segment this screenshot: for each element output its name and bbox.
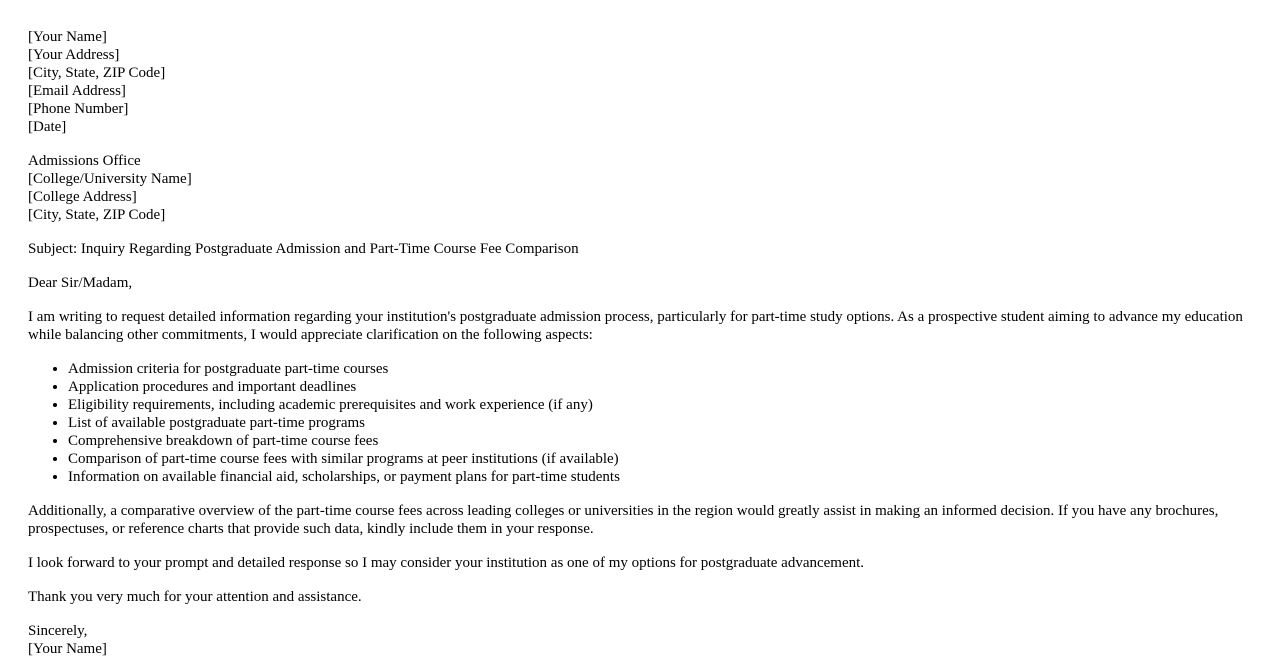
subject-line: Subject: Inquiry Regarding Postgraduate Admission and Part-Time Course Fee Comparison [28,241,579,257]
sender-phone: [Phone Number] [28,101,129,117]
closing-paragraph: I look forward to your prompt and detailed response so I may consider your institution as one of my options for postgraduate advancement. [28,555,865,571]
salutation: Dear Sir/Madam, [28,275,133,291]
list-item: • List of available postgraduate part-time programs [68,414,1250,432]
thanks-paragraph: Thank you very much for your attention and assistance. [28,589,362,605]
signature-name: [Your Name] [28,641,107,657]
sender-block [28,28,1250,136]
sender-email: [Email Address] [28,83,126,99]
signoff-block [28,622,1250,658]
list-item: • Application procedures and important deadlines [68,378,1250,396]
list-item: • Comparison of part-time course fees with similar programs at peer institutions (if available) [68,450,1250,468]
inquiry-list [28,360,1250,486]
sender-name: [Your Name] [28,29,107,45]
signoff: Sincerely, [28,623,88,639]
list-item: • Comprehensive breakdown of part-time course fees [68,432,1250,450]
recipient-block [28,152,1250,224]
sender-address: [Your Address] [28,47,120,63]
recipient-office: Admissions Office [28,153,141,169]
list-item: • Eligibility requirements, including academic prerequisites and work experience (if any) [68,396,1250,414]
additional-paragraph: Additionally, a comparative overview of the part-time course fees across leading colleges or universities in the region would greatly assist in making an informed decision. If you have any brochures, prospectuses, or reference charts that provide such data, kindly include them in your response. [28,503,1219,537]
list-item: • Admission criteria for postgraduate part-time courses [68,360,1250,378]
letter-date: [Date] [28,119,67,135]
letter [28,28,1250,658]
recipient-address: [College Address] [28,189,137,205]
sender-city-state-zip: [City, State, ZIP Code] [28,65,166,81]
intro-paragraph: I am writing to request detailed information regarding your institution's postgraduate admission process, particularly for part-time study options. As a prospective student aiming to advance my education while balancing other commitments, I would appreciate clarification on the following aspects: [28,309,1243,343]
recipient-city-state-zip: [City, State, ZIP Code] [28,207,166,223]
list-item: • Information on available financial aid, scholarships, or payment plans for part-time students [68,468,1250,486]
recipient-institution: [College/University Name] [28,171,192,187]
